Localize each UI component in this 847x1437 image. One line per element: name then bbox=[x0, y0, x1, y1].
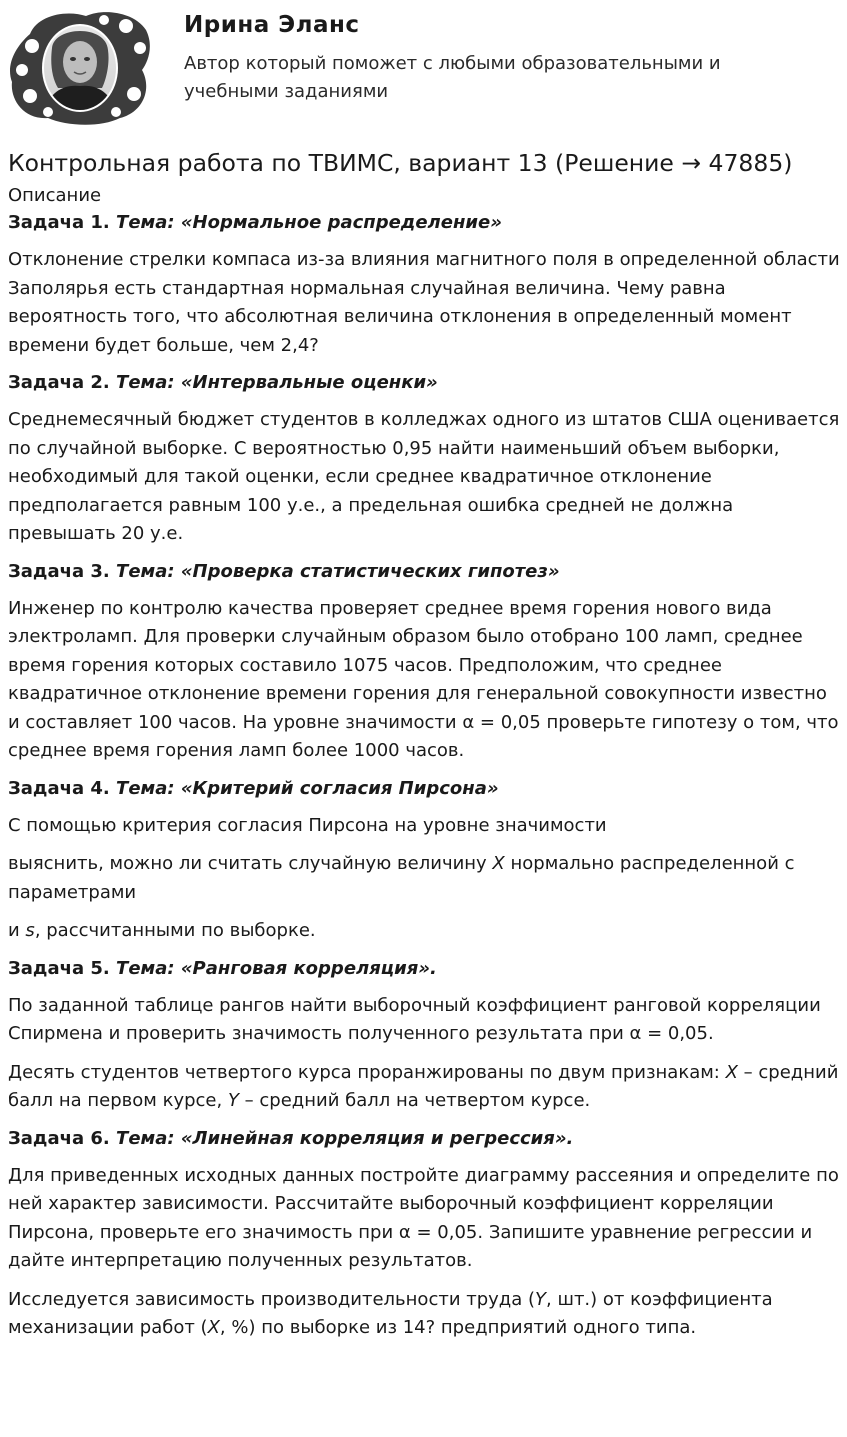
text-run: Десять студентов четвертого курса проранжированы по двум признакам: bbox=[8, 1061, 726, 1083]
task-number: Задача 6. bbox=[8, 1127, 110, 1149]
variable-s: s bbox=[25, 920, 35, 941]
task-topic: Тема: «Ранговая корреляция». bbox=[116, 957, 437, 979]
author-card bbox=[0, 0, 847, 135]
task-topic: Тема: «Нормальное распределение» bbox=[116, 212, 502, 233]
task-4-heading bbox=[8, 776, 842, 802]
variable-x: X bbox=[725, 1061, 738, 1083]
task-number: Задача 4. bbox=[8, 777, 110, 799]
film-reel-avatar-icon bbox=[8, 8, 152, 126]
document-title: Контрольная работа по ТВИМС, вариант 13 (Решение → 47885) bbox=[8, 149, 793, 177]
text-run: – средний балл на первом курсе, bbox=[8, 1061, 839, 1111]
task-topic: Тема: «Критерий согласия Пирсона» bbox=[116, 777, 499, 799]
task-topic: Тема: «Линейная корреляция и регрессия». bbox=[116, 1127, 574, 1149]
task-4-text-3 bbox=[8, 917, 842, 946]
task-6-heading bbox=[8, 1126, 842, 1152]
author-avatar[interactable] bbox=[8, 8, 152, 126]
description-label: Описание bbox=[8, 185, 102, 206]
task-number: Задача 1. bbox=[8, 212, 110, 233]
task-2-text: Среднемесячный бюджет студентов в колледжах одного из штатов США оценивается по случайной выборке. С вероятностью 0,95 найти наименьший объем выборки, необходимый для такой оценки, если среднее квадратичное отклонение предполагается равным 100 у.е., а предельная ошибка средней не должна превышать 20 у.е. bbox=[8, 409, 840, 544]
text-run: , %) по выборке из 14? предприятий одного типа. bbox=[219, 1317, 697, 1338]
author-description: Автор который поможет с любыми образовательными и учебными заданиями bbox=[184, 53, 721, 102]
task-number: Задача 2. bbox=[8, 372, 110, 393]
task-number: Задача 5. bbox=[8, 957, 110, 979]
task-3-heading bbox=[8, 559, 842, 585]
task-4-text-1: С помощью критерия согласия Пирсона на уровне значимости bbox=[8, 814, 607, 836]
text-run: , рассчитанными по выборке. bbox=[34, 920, 316, 941]
task-topic: Тема: «Интервальные оценки» bbox=[116, 372, 438, 393]
variable-y: Y bbox=[535, 1288, 547, 1310]
text-run: , шт.) от коэффициента механизации работ ( bbox=[8, 1288, 773, 1338]
task-topic: Тема: «Проверка статистических гипотез» bbox=[116, 560, 560, 582]
document-content bbox=[8, 146, 842, 1353]
task-3-text: Инженер по контролю качества проверяет среднее время горения нового вида электроламп. Для проверки случайным образом было отобрано 100 ламп, среднее время горения которых составило 1075 часов. Предположим, что среднее квадратичное отклонение времени горения для генеральной совокупности известно и составляет 100 часов. На уровне значимости α = 0,05 проверьте гипотезу о том, что среднее время горения ламп более 1000 часов. bbox=[8, 597, 839, 761]
task-2-heading bbox=[8, 370, 842, 396]
author-name[interactable]: Ирина Эланс bbox=[184, 12, 360, 38]
task-4-text-2 bbox=[8, 850, 842, 907]
text-run: – средний балл на четвертом курсе. bbox=[238, 1090, 591, 1111]
task-5-text-1: По заданной таблице рангов найти выборочный коэффициент ранговой корреляции Спирмена и проверить значимость полученного результата при α = 0,05. bbox=[8, 994, 821, 1044]
text-run: выяснить, можно ли считать случайную величину bbox=[8, 853, 493, 874]
task-5-text-2 bbox=[8, 1059, 842, 1116]
variable-x: X bbox=[207, 1317, 220, 1338]
text-run: и bbox=[8, 920, 26, 941]
task-6-text-1: Для приведенных исходных данных постройте диаграмму рассеяния и определите по ней характер зависимости. Рассчитайте выборочный коэффициент корреляции Пирсона, проверьте его значимость при α = 0,05. Запишите уравнение регрессии и дайте интерпретацию полученных результатов. bbox=[8, 1164, 839, 1271]
variable-y: Y bbox=[227, 1090, 239, 1111]
task-1-heading bbox=[8, 210, 842, 236]
text-run: Исследуется зависимость производительности труда ( bbox=[8, 1288, 536, 1310]
task-number: Задача 3. bbox=[8, 560, 110, 582]
task-5-heading bbox=[8, 956, 842, 982]
text-run: нормально распределенной с параметрами bbox=[8, 853, 795, 903]
task-1-text: Отклонение стрелки компаса из-за влияния магнитного поля в определенной области Заполярья есть стандартная нормальная случайная величина. Чему равна вероятность того, что абсолютная величина отклонения в определенный момент времени будет больше, чем 2,4? bbox=[8, 249, 840, 356]
task-6-text-2 bbox=[8, 1286, 842, 1343]
variable-x: X bbox=[492, 853, 505, 874]
